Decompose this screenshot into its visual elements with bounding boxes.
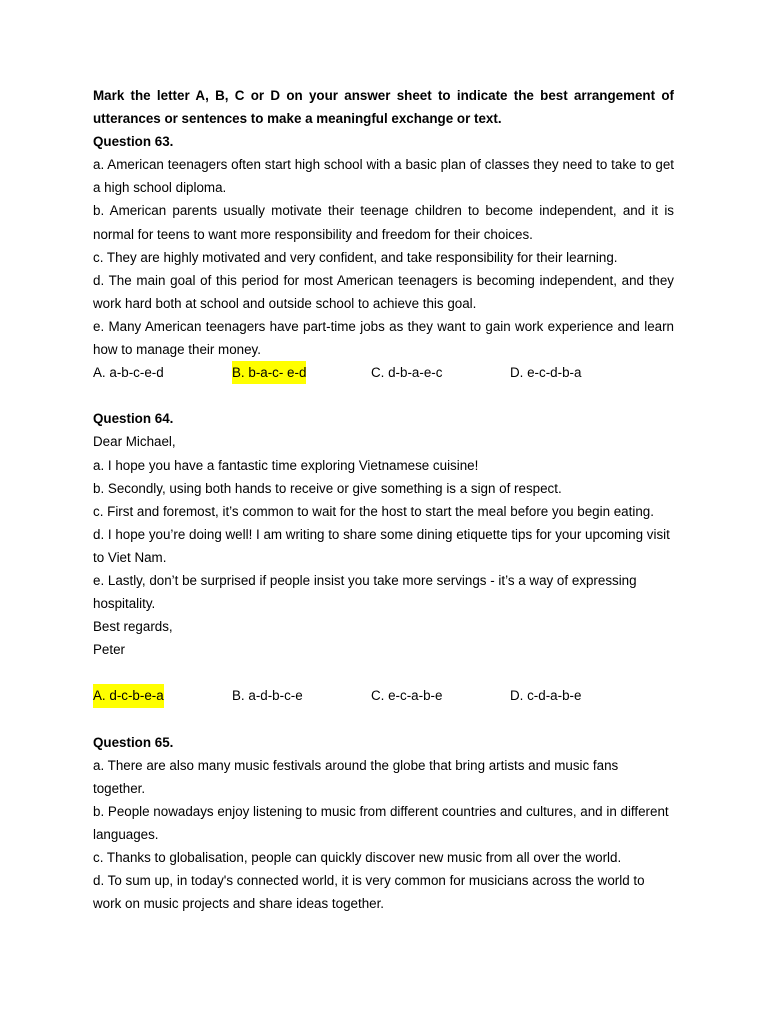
question-65-line-d: d. To sum up, in today's connected world, it is very common for musicians across the world to work on music projects and share ideas together. xyxy=(93,873,645,912)
question-65-line-a: a. There are also many music festivals around the globe that bring artists and music fans together. xyxy=(93,757,619,796)
question-64-line-b: b. Secondly, using both hands to receive or give something is a sign of respect. xyxy=(93,480,562,496)
question-64-greeting: Dear Michael, xyxy=(93,434,176,450)
question-64-option-c: C. e-c-a-b-e xyxy=(371,688,443,704)
question-63-line-b: b. American parents usually motivate their teenage children to become independent, and it is normal for teens to want more responsibility and freedom for their choices. xyxy=(93,203,674,242)
question-65-line-b: b. People nowadays enjoy listening to music from different countries and cultures, and in different languages. xyxy=(93,803,669,842)
question-64-option-a: A. d-c-b-e-a xyxy=(93,684,164,707)
question-64-line-d: d. I hope you’re doing well! I am writing to share some dining etiquette tips for your upcoming visit to Viet Nam. xyxy=(93,526,670,565)
question-63-options xyxy=(93,361,674,384)
spacer xyxy=(93,708,674,731)
document-content xyxy=(93,84,674,915)
question-63-line-a: a. American teenagers often start high school with a basic plan of classes they need to take to get a high school diploma. xyxy=(93,157,674,196)
question-63-title: Question 63. xyxy=(93,134,174,150)
question-63-option-d: D. e-c-d-b-a xyxy=(510,365,582,381)
question-63-option-b: B. b-a-c- e-d xyxy=(232,361,306,384)
question-64-line-a: a. I hope you have a fantastic time exploring Vietnamese cuisine! xyxy=(93,457,479,473)
question-63-option-a: A. a-b-c-e-d xyxy=(93,365,164,381)
question-64-line-c: c. First and foremost, it’s common to wait for the host to start the meal before you begin eating. xyxy=(93,503,654,519)
question-63-line-e: e. Many American teenagers have part-time jobs as they want to gain work experience and learn how to manage their money. xyxy=(93,318,674,358)
question-64-option-b: B. a-d-b-c-e xyxy=(232,688,303,704)
question-64-closing: Best regards, xyxy=(93,619,173,635)
spacer xyxy=(93,661,674,684)
question-64-title: Question 64. xyxy=(93,411,174,427)
instruction: Mark the letter A, B, C or D on your answer sheet to indicate the best arrangement of utterances or sentences to make a meaningful exchange or text. xyxy=(93,88,674,127)
question-65-title: Question 65. xyxy=(93,734,174,750)
question-63-option-c: C. d-b-a-e-c xyxy=(371,365,443,381)
question-65-line-c: c. Thanks to globalisation, people can quickly discover new music from all over the world. xyxy=(93,850,622,866)
question-63-line-d: d. The main goal of this period for most American teenagers is becoming independent, and they work hard both at school and outside school to achieve this goal. xyxy=(93,272,674,311)
question-64-options xyxy=(93,684,674,707)
spacer xyxy=(93,384,674,407)
question-64-signature: Peter xyxy=(93,642,126,658)
question-63-line-c: c. They are highly motivated and very confident, and take responsibility for their learning. xyxy=(93,249,618,265)
question-64-line-e: e. Lastly, don’t be surprised if people insist you take more servings - it’s a way of expressing hospitality. xyxy=(93,572,637,612)
question-64-option-d: D. c-d-a-b-e xyxy=(510,688,582,704)
